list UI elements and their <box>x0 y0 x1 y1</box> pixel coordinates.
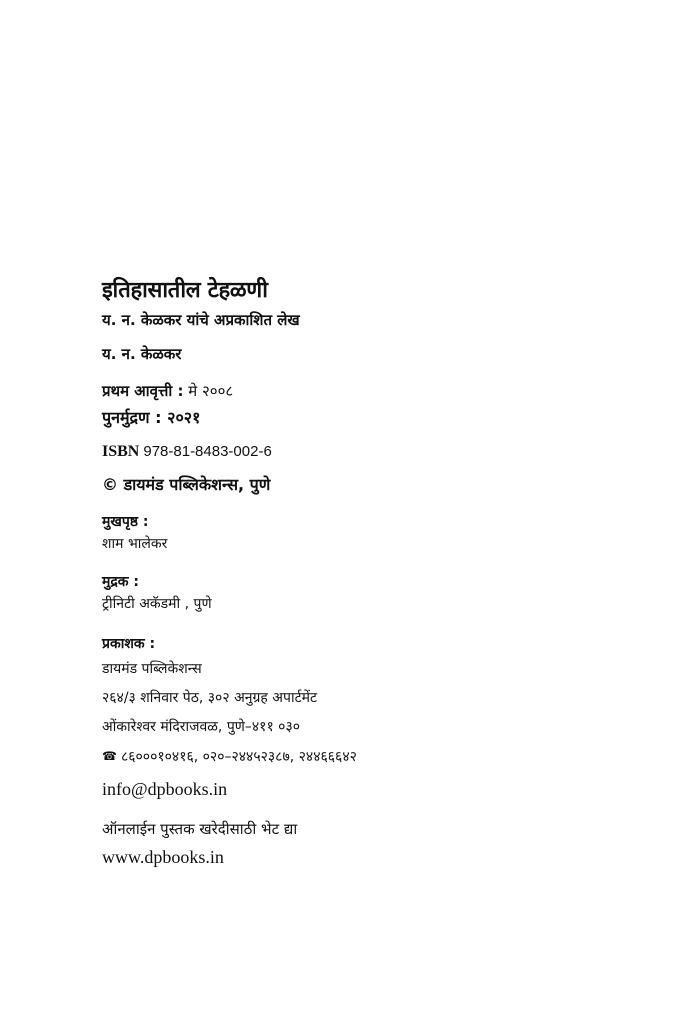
isbn-value: 978-81-8483-002-6 <box>143 443 272 460</box>
book-title: इतिहासातील टेहळणी <box>102 278 268 303</box>
copyright-line: © डायमंड पब्लिकेशन्स, पुणे <box>102 475 271 494</box>
first-edition-label: प्रथम आवृत्ती : <box>102 382 184 400</box>
first-edition <box>102 379 662 403</box>
publisher-phone-numbers: ८६०००१०४१६, ०२०–२४४५२३८७, २४४६६६४२ <box>120 749 357 765</box>
first-edition-value: मे २००८ <box>188 382 234 400</box>
publisher-address-line2: ओंकारेश्वर मंदिराजवळ, पुणे–४११ ०३० <box>102 719 301 735</box>
cover-label: मुखपृष्ठ : <box>102 514 149 530</box>
publisher-address-line1: २६४/३ शनिवार पेठ, ३०२ अनुग्रह अपार्टमेंट <box>102 690 318 706</box>
publisher-phone <box>102 742 662 772</box>
isbn-line <box>102 441 662 463</box>
publisher-name: डायमंड पब्लिकेशन्स <box>102 661 202 677</box>
printer-section <box>102 571 662 615</box>
imprint-page <box>102 276 662 872</box>
printer-label: मुद्रक : <box>102 574 140 590</box>
publisher-section <box>102 633 662 804</box>
isbn-label: ISBN <box>102 443 140 460</box>
online-purchase-text: ऑनलाईन पुस्तक खरेदीसाठी भेट द्या <box>102 820 298 838</box>
publisher-email[interactable]: info@dpbooks.in <box>102 779 228 799</box>
book-author: य. न. केळकर <box>102 345 182 363</box>
website-link[interactable]: www.dpbooks.in <box>102 847 224 867</box>
publisher-label: प्रकाशक : <box>102 636 156 652</box>
printer-name: ट्रीनिटी अकॅडमी , पुणे <box>102 596 212 612</box>
telephone-icon: ☎ <box>102 749 117 763</box>
reprint-line: पुनर्मुद्रण : २०२१ <box>102 408 201 427</box>
cover-artist: शाम भालेकर <box>102 536 168 552</box>
book-subtitle: य. न. केळकर यांचे अप्रकाशित लेख <box>102 311 300 329</box>
cover-section <box>102 511 662 555</box>
